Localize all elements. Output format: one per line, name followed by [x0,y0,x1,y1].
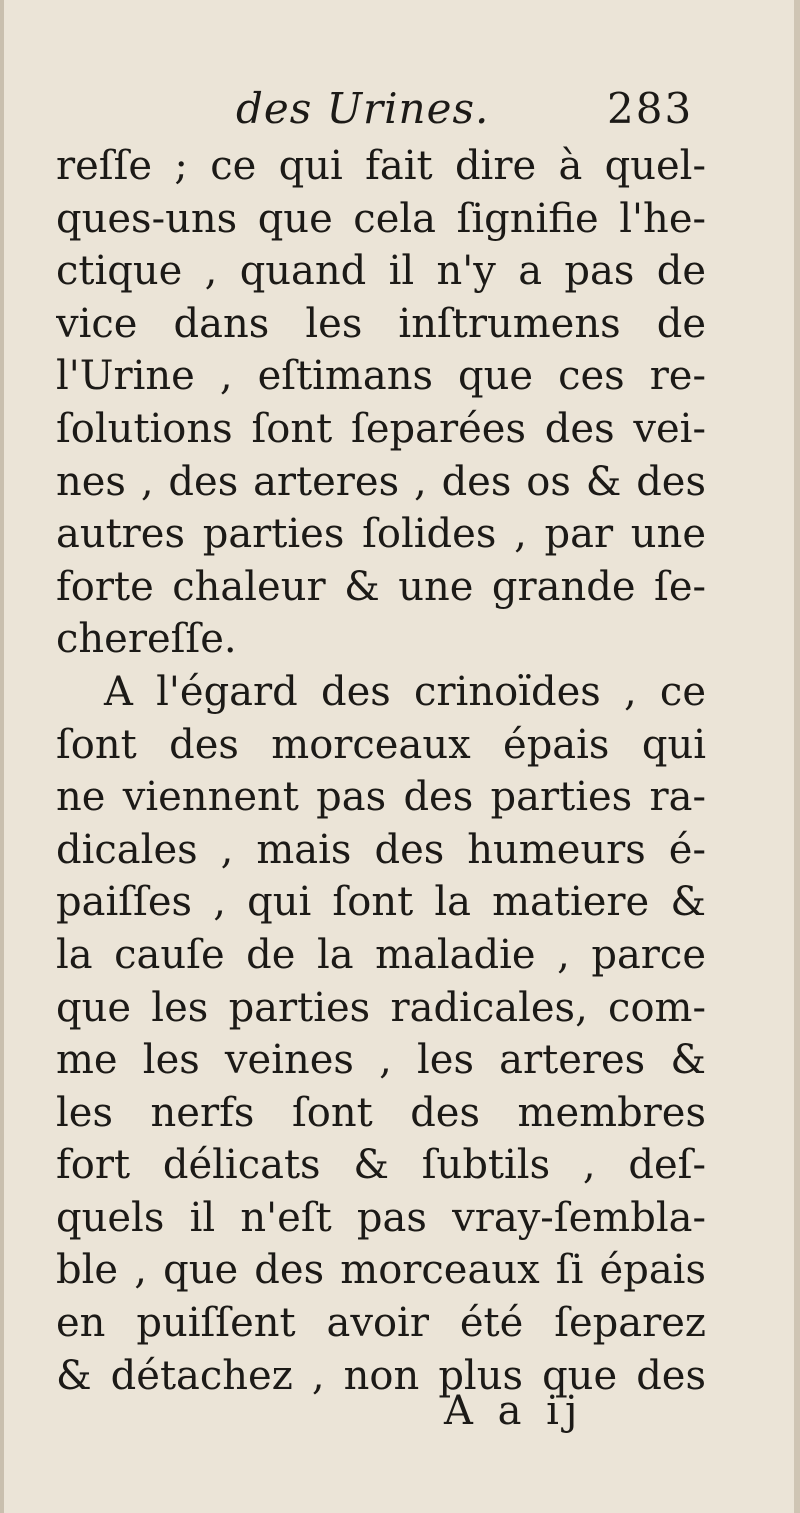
page-number: 283 [607,84,694,133]
body-text [56,140,706,1402]
text-line: A l'égard des crinoïdes , ce [104,668,706,715]
text-line: la cauſe de la maladie , parce [56,931,706,978]
text-line: forte chaleur & une grande ſe- [56,563,706,610]
text-line: autres parties ſolides , par une [56,511,706,558]
text-line: en puiſſent avoir été ſeparez [56,1300,706,1347]
text-line: ne viennent pas des parties ra- [56,774,706,821]
text-line: quels il n'eſt pas vray-ſembla- [56,1194,706,1241]
text-line: reſſe ; ce qui fait dire à quel- [56,143,706,189]
text-line: ſolutions ſont ſeparées des vei- [56,405,706,452]
text-line: que les parties radicales, com- [56,984,706,1031]
text-line: dicales , mais des humeurs é- [56,826,706,873]
text-line: l'Urine , eſtimans que ces re- [56,353,706,400]
text-line: & détachez , non plus que des [56,1352,706,1399]
text-line: ble , que des morceaux ſi épais [56,1247,706,1294]
text-line: fort délicats & ſubtils , deſ- [56,1142,706,1189]
text-line: chereſſe. [56,616,237,663]
text-line: les nerfs ſont des membres [56,1089,706,1136]
text-line: vice dans les inſtrumens de [56,300,706,347]
paragraph-1 [56,140,706,666]
running-head: des Urines. [236,84,490,133]
text-line: paiſſes , qui ſont la matiere & [56,879,706,926]
paragraph-2 [56,666,706,1402]
text-line: me les veines , les arteres & [56,1037,706,1084]
text-line: ctique , quand il n'y a pas de [56,248,706,295]
text-line: ques-uns que cela ſignifie l'he- [56,195,706,242]
text-line: ſont des morceaux épais qui [56,721,706,768]
page-header [4,78,800,138]
signature-mark: A a ij [444,1388,584,1434]
text-line: nes , des arteres , des os & des [56,458,706,505]
